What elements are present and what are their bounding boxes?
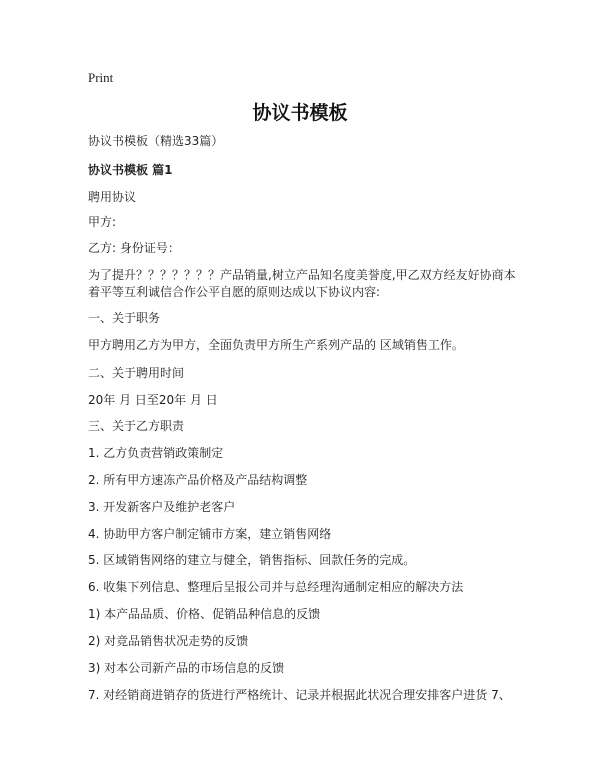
paragraph: 乙方: 身份证号： — [88, 241, 180, 255]
list-item: 2) 对竞品销售状况走势的反馈 — [88, 634, 249, 648]
paragraph: 甲方聘用乙方为甲方，全面负责甲方所生产系列产品的 区域销售工作。 — [88, 338, 464, 352]
paragraph: 一、关于职务 — [88, 311, 161, 325]
paragraph: 甲方: — [88, 215, 117, 229]
list-item: 1) 本产品品质、价格、促销品种信息的反馈 — [88, 607, 321, 621]
paragraph: 三、关于乙方职责 — [88, 419, 185, 433]
paragraph: 为了提升？？？？？？？产品销量,树立产品知名度美誉度,甲乙双方经友好协商本着平等互利诚信合作公平自愿的原则达成以下协议内容: — [88, 268, 516, 299]
paragraph: 聘用协议 — [88, 190, 137, 204]
list-item: 1. 乙方负责营销政策制定 — [88, 446, 224, 460]
list-item: 4. 协助甲方客户制定铺市方案，建立销售网络 — [88, 527, 332, 541]
list-item: 3. 开发新客户及维护老客户 — [88, 500, 236, 514]
list-item: 2. 所有甲方速冻产品价格及产品结构调整 — [88, 473, 308, 487]
print-label: Print — [88, 70, 114, 85]
section-heading: 协议书模板 篇1 — [88, 163, 173, 177]
subtitle-line: 协议书模板（精选33篇） — [88, 134, 224, 148]
paragraph: 20年 月 日至20年 月 日 — [88, 393, 218, 407]
document-title: 协议书模板 — [252, 102, 348, 124]
list-item: 6. 收集下列信息、整理后呈报公司并与总经理沟通制定相应的解决方法 — [88, 580, 464, 594]
list-item: 3) 对本公司新产品的市场信息的反馈 — [88, 661, 285, 675]
list-item: 5. 区域销售网络的建立与健全，销售指标、回款任务的完成。 — [88, 553, 416, 567]
paragraph: 二、关于聘用时间 — [88, 366, 185, 380]
list-item: 7. 对经销商进销存的货进行严格统计、记录并根据此状况合理安排客户进货 7、 — [88, 688, 511, 702]
